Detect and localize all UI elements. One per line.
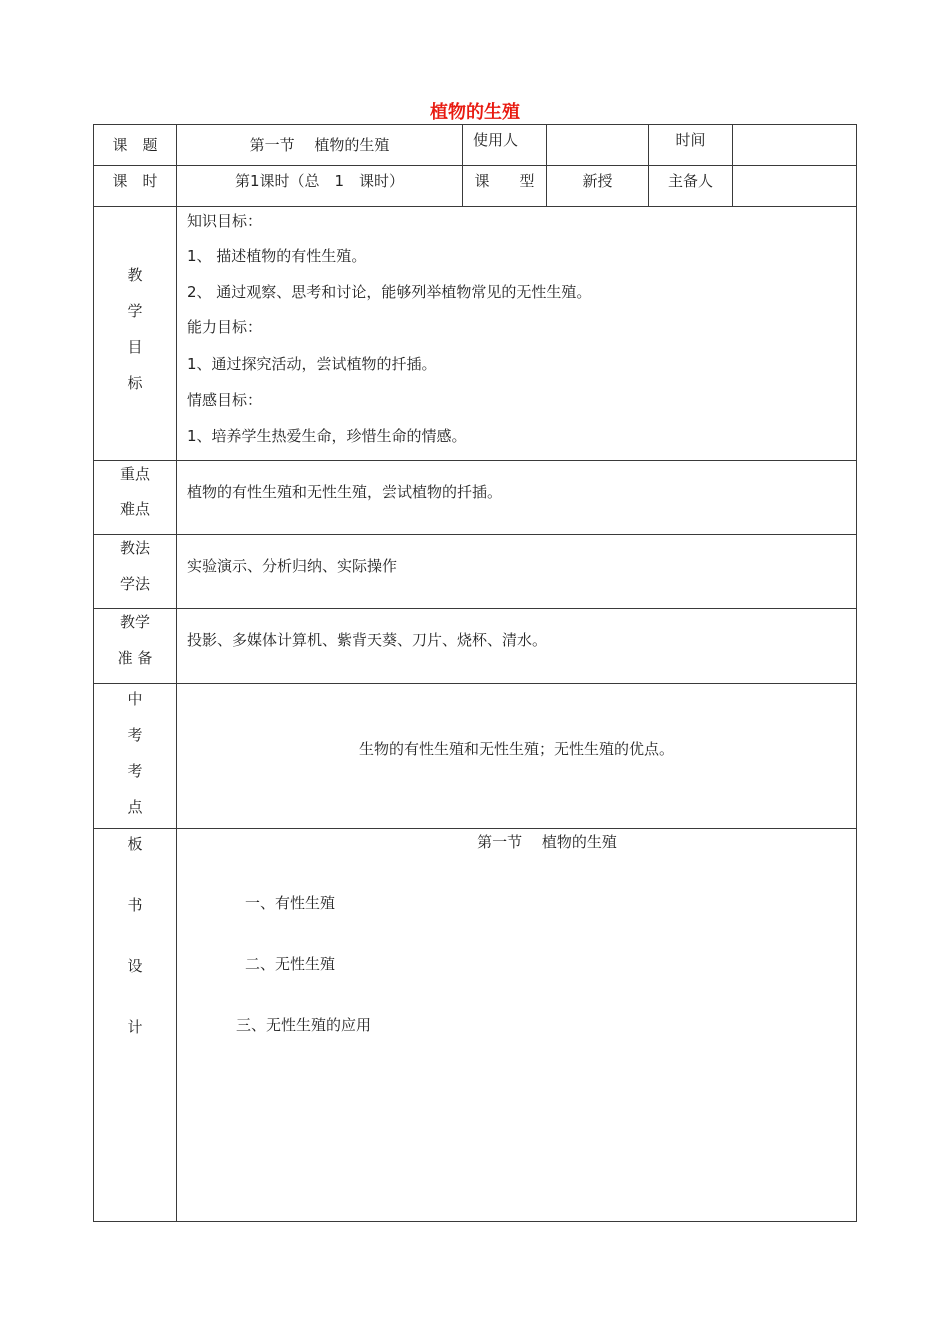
key-points-text: 植物的有性生殖和无性生殖，尝试植物的扦插。: [187, 483, 503, 501]
period-label: 课 时: [112, 172, 158, 190]
exam-points-label-char: 点: [127, 798, 143, 816]
topic-value: 第一节 植物的生殖: [249, 136, 390, 154]
goals-line: 1、 描述植物的有性生殖。: [187, 247, 367, 265]
goals-label-char: 标: [127, 374, 143, 392]
goals-line: 情感目标：: [187, 391, 263, 409]
preparation-label-line: 教学: [119, 613, 150, 631]
methods-text: 实验演示、分析归纳、实际操作: [187, 557, 398, 575]
goals-line: 知识目标：: [187, 212, 263, 230]
type-label: 课 型: [474, 172, 535, 190]
board-design-item: 二、无性生殖: [245, 955, 336, 973]
type-value: 新授: [582, 172, 613, 190]
goals-line: 能力目标：: [187, 318, 263, 336]
board-design-label-char: 书: [127, 896, 143, 914]
exam-points-label-char: 中: [127, 690, 143, 708]
board-design-item: 一、有性生殖: [245, 894, 336, 912]
exam-points-label-char: 考: [127, 726, 143, 744]
goals-label-char: 目: [127, 338, 143, 356]
methods-label-line: 教法: [119, 539, 150, 557]
board-design-label-char: 板: [127, 835, 143, 853]
document-title: 植物的生殖: [430, 102, 520, 123]
goals-label: [94, 264, 176, 408]
preparer-label: 主备人: [667, 172, 713, 190]
goals-label-char: 教: [127, 266, 143, 284]
key-points-label-line: 重点: [119, 465, 150, 483]
methods-label-line: 学法: [119, 575, 150, 593]
board-design-heading: 第一节 植物的生殖: [477, 833, 617, 851]
time-label: 时间: [675, 131, 706, 149]
goals-label-char: 学: [127, 302, 143, 320]
exam-points-text: 生物的有性生殖和无性生殖；无性生殖的优点。: [358, 740, 674, 758]
exam-points-label: [94, 688, 176, 832]
board-design-item: 三、无性生殖的应用: [236, 1016, 372, 1034]
board-design-label-char: 设: [127, 957, 143, 975]
goals-line: 2、 通过观察、思考和讨论，能够列举植物常见的无性生殖。: [187, 283, 592, 301]
board-design-label-char: 计: [127, 1018, 143, 1036]
exam-points-label-char: 考: [127, 762, 143, 780]
topic-label: 课 题: [112, 136, 158, 154]
goals-line: 1、培养学生热爱生命，珍惜生命的情感。: [187, 427, 467, 445]
user-label: 使用人: [473, 131, 519, 149]
preparation-text: 投影、多媒体计算机、紫背天葵、刀片、烧杯、清水。: [187, 631, 548, 649]
key-points-label-line: 难点: [119, 500, 150, 518]
period-value: 第1课时（总 1 课时）: [234, 172, 405, 190]
board-design-label: [94, 833, 176, 1077]
preparation-label-line: 准 备: [117, 649, 153, 667]
goals-line: 1、通过探究活动，尝试植物的扦插。: [187, 355, 437, 373]
